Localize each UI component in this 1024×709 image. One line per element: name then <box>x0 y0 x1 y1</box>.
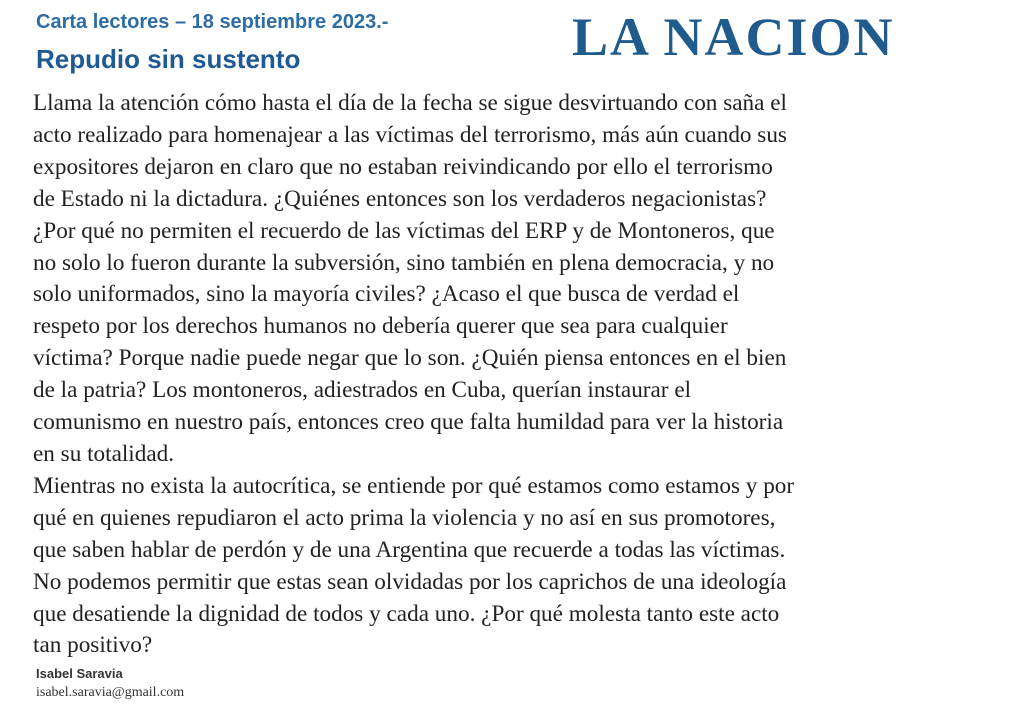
body-line: víctima? Porque nadie puede negar que lo son. ¿Quién piensa entonces en el bien <box>33 345 787 372</box>
letter-body <box>33 88 993 662</box>
body-line: que desatiende la dignidad de todos y cada uno. ¿Por qué molesta tanto este acto <box>33 600 780 627</box>
section-date-heading: Carta lectores – 18 septiembre 2023.- <box>36 11 389 33</box>
body-line: ¿Por qué no permiten el recuerdo de las víctimas del ERP y de Montoneros, que <box>33 217 775 244</box>
body-line: qué en quienes repudiaron el acto prima la violencia y no así en sus promotores, <box>33 504 776 531</box>
body-line: expositores dejaron en claro que no estaban reivindicando por ello el terrorismo <box>33 153 773 180</box>
body-line: en su totalidad. <box>33 440 175 467</box>
body-line: Mientras no exista la autocrítica, se entiende por qué estamos como estamos y por <box>33 472 795 499</box>
body-line: no solo lo fueron durante la subversión, sino también en plena democracia, y no <box>33 249 775 276</box>
body-line: No podemos permitir que estas sean olvidadas por los caprichos de una ideología <box>33 568 787 595</box>
body-line: de Estado ni la dictadura. ¿Quiénes entonces son los verdaderos negacionistas? <box>33 185 767 212</box>
author-name: Isabel Saravia <box>36 666 123 681</box>
body-line: respeto por los derechos humanos no debería querer que sea para cualquier <box>33 313 728 340</box>
newspaper-masthead: LA NACION <box>572 7 895 67</box>
body-line: tan positivo? <box>33 632 153 659</box>
author-email: isabel.saravia@gmail.com <box>36 685 185 700</box>
letter-headline: Repudio sin sustento <box>36 44 301 74</box>
body-line: que saben hablar de perdón y de una Argentina que recuerde a todas las víctimas. <box>33 536 786 563</box>
body-line: Llama la atención cómo hasta el día de la fecha se sigue desvirtuando con saña el <box>33 90 787 116</box>
body-line: solo uniformados, sino la mayoría civiles? ¿Acaso el que busca de verdad el <box>33 281 740 308</box>
body-line: comunismo en nuestro país, entonces creo que falta humildad para ver la historia <box>33 409 784 436</box>
body-line: acto realizado para homenajear a las víctimas del terrorismo, más aún cuando sus <box>33 121 787 148</box>
body-line: de la patria? Los montoneros, adiestrados en Cuba, querían instaurar el <box>33 377 692 404</box>
